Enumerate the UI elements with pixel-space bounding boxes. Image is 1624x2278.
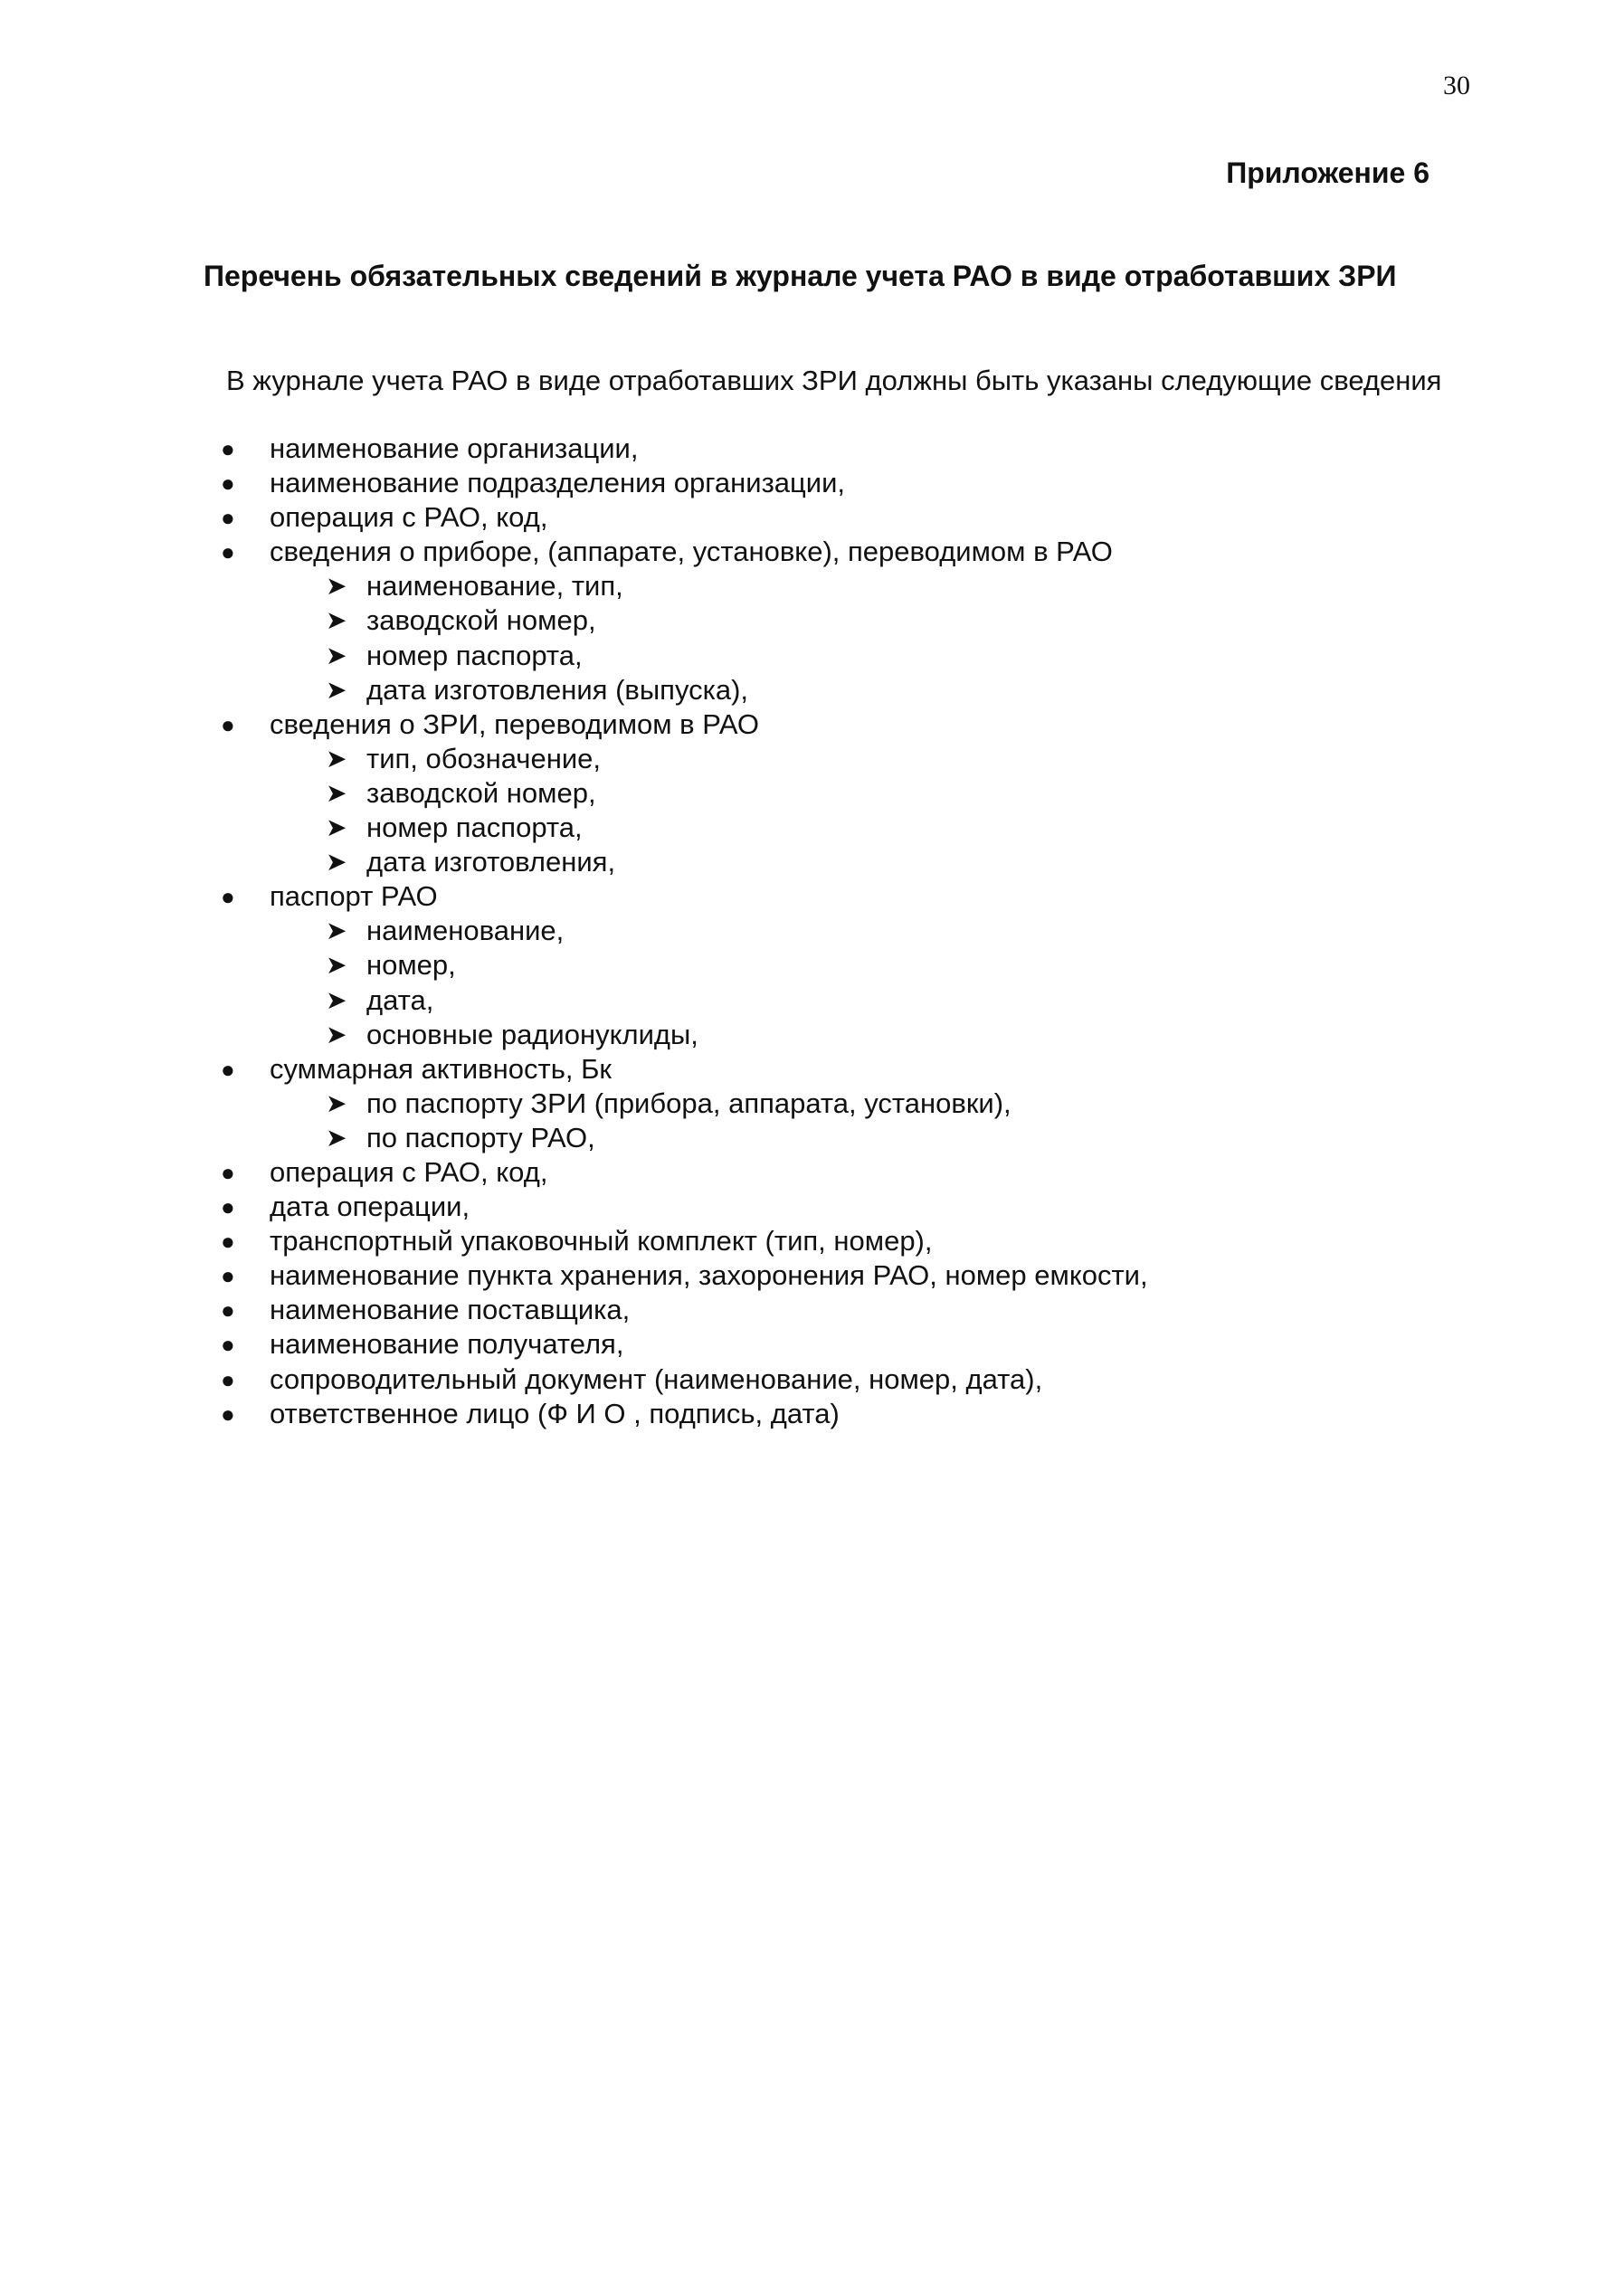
list-item-text: наименование подразделения организации, — [270, 467, 846, 499]
arrow-bullet-icon: ➤ — [326, 572, 347, 601]
list-item-text: сведения о приборе, (аппарате, установке), переводимом в РАО — [270, 536, 1113, 568]
sub-list-item — [0, 1087, 1624, 1121]
bullet-icon: ● — [221, 435, 235, 462]
arrow-bullet-icon: ➤ — [326, 744, 347, 773]
sub-list-item — [0, 1018, 1624, 1052]
arrow-bullet-icon: ➤ — [326, 778, 347, 807]
list-item — [0, 1293, 1624, 1327]
page-number: 30 — [1443, 71, 1470, 100]
list-item-text: дата операции, — [270, 1191, 470, 1223]
sub-list-item — [0, 569, 1624, 603]
list-item-text: по паспорту ЗРИ (прибора, аппарата, установки), — [366, 1087, 1011, 1119]
arrow-bullet-icon: ➤ — [326, 641, 347, 669]
list-item-text: номер, — [366, 949, 456, 982]
list-item-text: операция с РАО, код, — [270, 501, 548, 534]
list-item — [0, 466, 1624, 500]
list-item — [0, 1052, 1624, 1087]
list-item-text: дата изготовления (выпуска), — [366, 673, 749, 706]
arrow-bullet-icon: ➤ — [326, 848, 347, 877]
list-item-text: дата изготовления, — [366, 846, 616, 878]
arrow-bullet-icon: ➤ — [326, 916, 347, 945]
arrow-bullet-icon: ➤ — [326, 1088, 347, 1117]
list-item-text: суммарная активность, Бк — [270, 1052, 612, 1085]
arrow-bullet-icon: ➤ — [326, 813, 347, 842]
list-item — [0, 1190, 1624, 1224]
bullet-icon: ● — [221, 1228, 235, 1256]
list-item — [0, 432, 1624, 466]
required-info-list — [0, 432, 1624, 1431]
sub-list-item — [0, 603, 1624, 638]
bullet-icon: ● — [221, 1296, 235, 1324]
sub-list-item — [0, 845, 1624, 879]
list-item-text: сведения о ЗРИ, переводимом в РАО — [270, 707, 759, 740]
list-item-text: наименование поставщика, — [270, 1294, 631, 1326]
list-item-text: заводской номер, — [366, 776, 596, 809]
sub-list-item — [0, 1121, 1624, 1155]
list-item-text: номер паспорта, — [366, 812, 583, 844]
list-item-text: наименование получателя, — [270, 1328, 624, 1361]
bullet-icon: ● — [221, 1193, 235, 1221]
bullet-icon: ● — [221, 710, 235, 738]
arrow-bullet-icon: ➤ — [326, 1123, 347, 1152]
sub-list-item — [0, 914, 1624, 948]
list-item — [0, 500, 1624, 535]
sub-list-item — [0, 776, 1624, 811]
sub-list-item — [0, 742, 1624, 776]
list-item-text: сопроводительный документ (наименование, номер, дата), — [270, 1362, 1043, 1395]
list-item-text: ответственное лицо (Ф И О , подпись, дата) — [270, 1397, 840, 1429]
bullet-icon: ● — [221, 883, 235, 911]
list-item-text: наименование пункта хранения, захоронения РАО, номер емкости, — [270, 1259, 1148, 1292]
bullet-icon: ● — [221, 504, 235, 532]
bullet-icon: ● — [221, 470, 235, 498]
bullet-icon: ● — [221, 1262, 235, 1290]
list-item-text: тип, обозначение, — [366, 742, 601, 774]
list-item — [0, 1397, 1624, 1431]
sub-list-item — [0, 639, 1624, 673]
arrow-bullet-icon: ➤ — [326, 1020, 347, 1049]
bullet-icon: ● — [221, 538, 235, 566]
list-item-text: основные радионуклиды, — [366, 1018, 698, 1050]
sub-list-item — [0, 673, 1624, 707]
list-item — [0, 707, 1624, 742]
document-title: Перечень обязательных сведений в журнале учета РАО в виде отработавших ЗРИ — [204, 260, 1397, 292]
list-item-text: наименование, тип, — [366, 570, 623, 603]
intro-paragraph: В журнале учета РАО в виде отработавших ЗРИ должны быть указаны следующие сведения — [226, 365, 1442, 396]
list-item-text: дата, — [366, 983, 434, 1016]
list-item — [0, 1155, 1624, 1190]
sub-list-item — [0, 983, 1624, 1018]
arrow-bullet-icon: ➤ — [326, 675, 347, 704]
list-item-text: наименование, — [366, 915, 565, 947]
list-item — [0, 535, 1624, 569]
list-item — [0, 1362, 1624, 1397]
bullet-icon: ● — [221, 1331, 235, 1359]
list-item-text: заводской номер, — [366, 604, 596, 637]
arrow-bullet-icon: ➤ — [326, 985, 347, 1014]
bullet-icon: ● — [221, 1055, 235, 1083]
bullet-icon: ● — [221, 1365, 235, 1393]
arrow-bullet-icon: ➤ — [326, 951, 347, 980]
list-item — [0, 879, 1624, 914]
list-item — [0, 1224, 1624, 1258]
bullet-icon: ● — [221, 1400, 235, 1428]
list-item — [0, 1258, 1624, 1293]
list-item — [0, 1327, 1624, 1362]
list-item-text: по паспорту РАО, — [366, 1121, 595, 1153]
list-item-text: операция с РАО, код, — [270, 1155, 548, 1188]
list-item-text: наименование организации, — [270, 432, 639, 464]
list-item-text: паспорт РАО — [270, 880, 438, 913]
bullet-icon: ● — [221, 1158, 235, 1186]
sub-list-item — [0, 811, 1624, 845]
list-item-text: транспортный упаковочный комплект (тип, номер), — [270, 1225, 933, 1258]
appendix-label: Приложение 6 — [1226, 157, 1429, 189]
sub-list-item — [0, 948, 1624, 982]
list-item-text: номер паспорта, — [366, 639, 583, 671]
arrow-bullet-icon: ➤ — [326, 606, 347, 635]
